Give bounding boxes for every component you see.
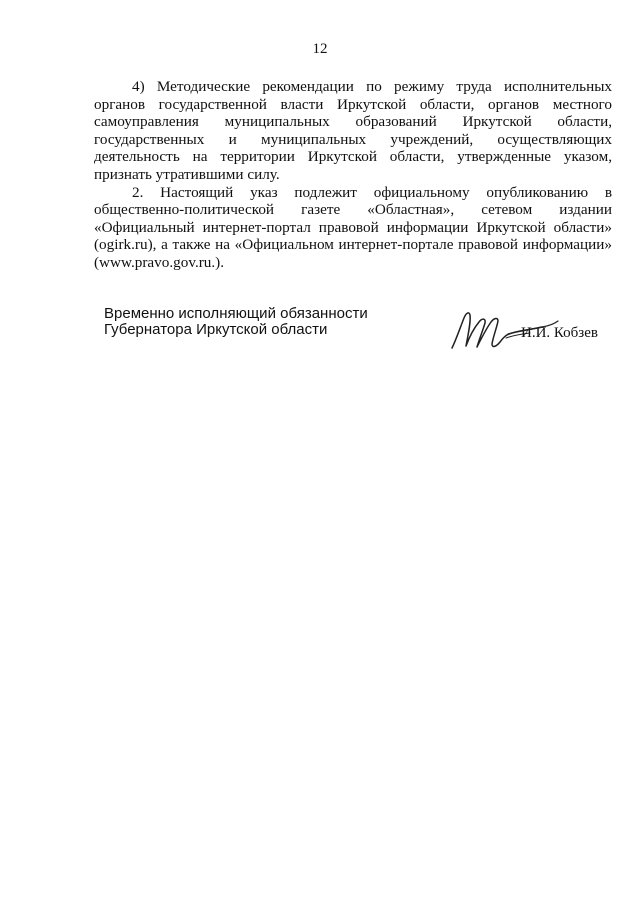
handwritten-signature	[446, 302, 566, 354]
signatory-position-line-1: Временно исполняющий обязанности	[104, 305, 368, 322]
page-number: 12	[312, 41, 328, 57]
paragraph-item-4: 4) Методические рекомендации по режиму труда исполнительных органов государственной власти Иркутской области, органов местного самоуправления муниципальных образований Иркутской области, государственных и муниципальных учреждений, осуществляющих деятельность на территории Иркутской области, утвержденные указом, признать утратившими силу.	[94, 78, 612, 183]
document-body	[94, 78, 612, 272]
signatory-position	[104, 305, 368, 338]
signatory-position-line-2: Губернатора Иркутской области	[104, 320, 328, 338]
paragraph-item-2: 2. Настоящий указ подлежит официальному опубликованию в общественно-политической газете «Областная», сетевом издании «Официальный интернет-портал правовой информации Иркутской области» (ogirk.ru), а также на «Официальном интернет-портале правовой информации» (www.pravo.gov.ru.).	[94, 183, 612, 271]
signer-name: И.И. Кобзев	[521, 325, 598, 341]
